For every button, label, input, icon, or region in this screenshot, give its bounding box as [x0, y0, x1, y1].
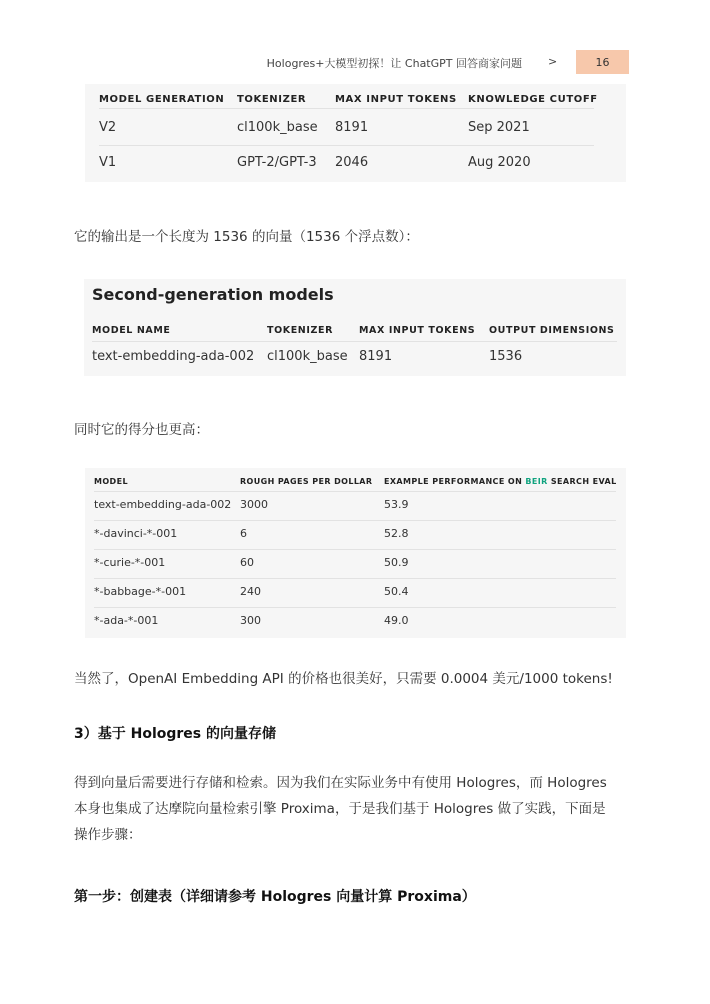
table-cell: 50.4 [384, 585, 409, 598]
paragraph: 同时它的得分也更高： [74, 422, 209, 438]
table-cell: Aug 2020 [468, 155, 531, 170]
table-header: MAX INPUT TOKENS [335, 94, 457, 105]
table-cell: 240 [240, 585, 261, 598]
divider [92, 341, 617, 342]
table-cell: *-davinci-*-001 [94, 527, 178, 540]
table-cell: 3000 [240, 498, 268, 511]
divider [94, 491, 616, 492]
table-cell: *-babbage-*-001 [94, 585, 187, 598]
table-header: MODEL [94, 477, 128, 486]
table-header: KNOWLEDGE CUTOFF [468, 94, 598, 105]
table-cell: *-ada-*-001 [94, 614, 159, 627]
table-cell: 60 [240, 556, 254, 569]
paragraph-line: 操作步骤： [74, 827, 142, 843]
table-cell: cl100k_base [267, 349, 348, 364]
table-header: MAX INPUT TOKENS [359, 325, 476, 336]
paragraph-line: 得到向量后需要进行存储和检索。因为我们在实际业务中有使用 Hologres，而 Hologres [74, 775, 607, 791]
table-cell: text-embedding-ada-002 [94, 498, 232, 511]
table-cell: 2046 [335, 155, 369, 170]
table-cell: 300 [240, 614, 261, 627]
table-cell: V2 [99, 120, 117, 135]
table-cell: Sep 2021 [468, 120, 530, 135]
divider [94, 578, 616, 579]
table-header: MODEL NAME [92, 325, 171, 336]
step-heading: 第一步：创建表（详细请参考 Hologres 向量计算 Proxima） [74, 889, 476, 905]
table-cell: 6 [240, 527, 247, 540]
divider [99, 108, 594, 109]
page-number-badge: 16 [576, 50, 629, 74]
table-cell: V1 [99, 155, 117, 170]
performance-table [85, 468, 626, 638]
header-arrow: > [548, 55, 558, 68]
model-generation-table [85, 84, 626, 182]
table-cell: 53.9 [384, 498, 409, 511]
section-heading: 3）基于 Hologres 的向量存储 [74, 726, 276, 742]
divider [99, 145, 594, 146]
table-cell: 52.8 [384, 527, 409, 540]
beir-link: BEIR [525, 477, 548, 486]
table-cell: 50.9 [384, 556, 409, 569]
table-header: TOKENIZER [267, 325, 333, 336]
paragraph-line: 本身也集成了达摩院向量检索引擎 Proxima，于是我们基于 Hologres 做了实践，下面是 [74, 801, 606, 817]
paragraph: 当然了，OpenAI Embedding API 的价格也很美好，只需要 0.0004 美元/1000 tokens! [74, 671, 613, 687]
table-cell: 8191 [359, 349, 393, 364]
divider [94, 549, 616, 550]
table-header: TOKENIZER [237, 94, 307, 105]
paragraph: 它的输出是一个长度为 1536 的向量（1536 个浮点数）： [74, 229, 419, 245]
table-cell: text-embedding-ada-002 [92, 349, 255, 364]
table-cell: 1536 [489, 349, 523, 364]
table-header: ROUGH PAGES PER DOLLAR [240, 477, 373, 486]
table-cell: cl100k_base [237, 120, 318, 135]
header-title: Hologres+大模型初探！让 ChatGPT 回答商家问题 [266, 57, 522, 70]
divider [94, 520, 616, 521]
table-cell: *-curie-*-001 [94, 556, 166, 569]
table-header: OUTPUT DIMENSIONS [489, 325, 615, 336]
page-header [0, 50, 710, 76]
table-title: Second-generation models [92, 285, 334, 304]
table-header: MODEL GENERATION [99, 94, 225, 105]
table-cell: 49.0 [384, 614, 409, 627]
table-cell: GPT-2/GPT-3 [237, 155, 317, 170]
table-header-performance: EXAMPLE PERFORMANCE ON BEIR SEARCH EVAL [384, 477, 617, 486]
table-cell: 8191 [335, 120, 369, 135]
divider [94, 607, 616, 608]
second-generation-table [84, 279, 626, 376]
